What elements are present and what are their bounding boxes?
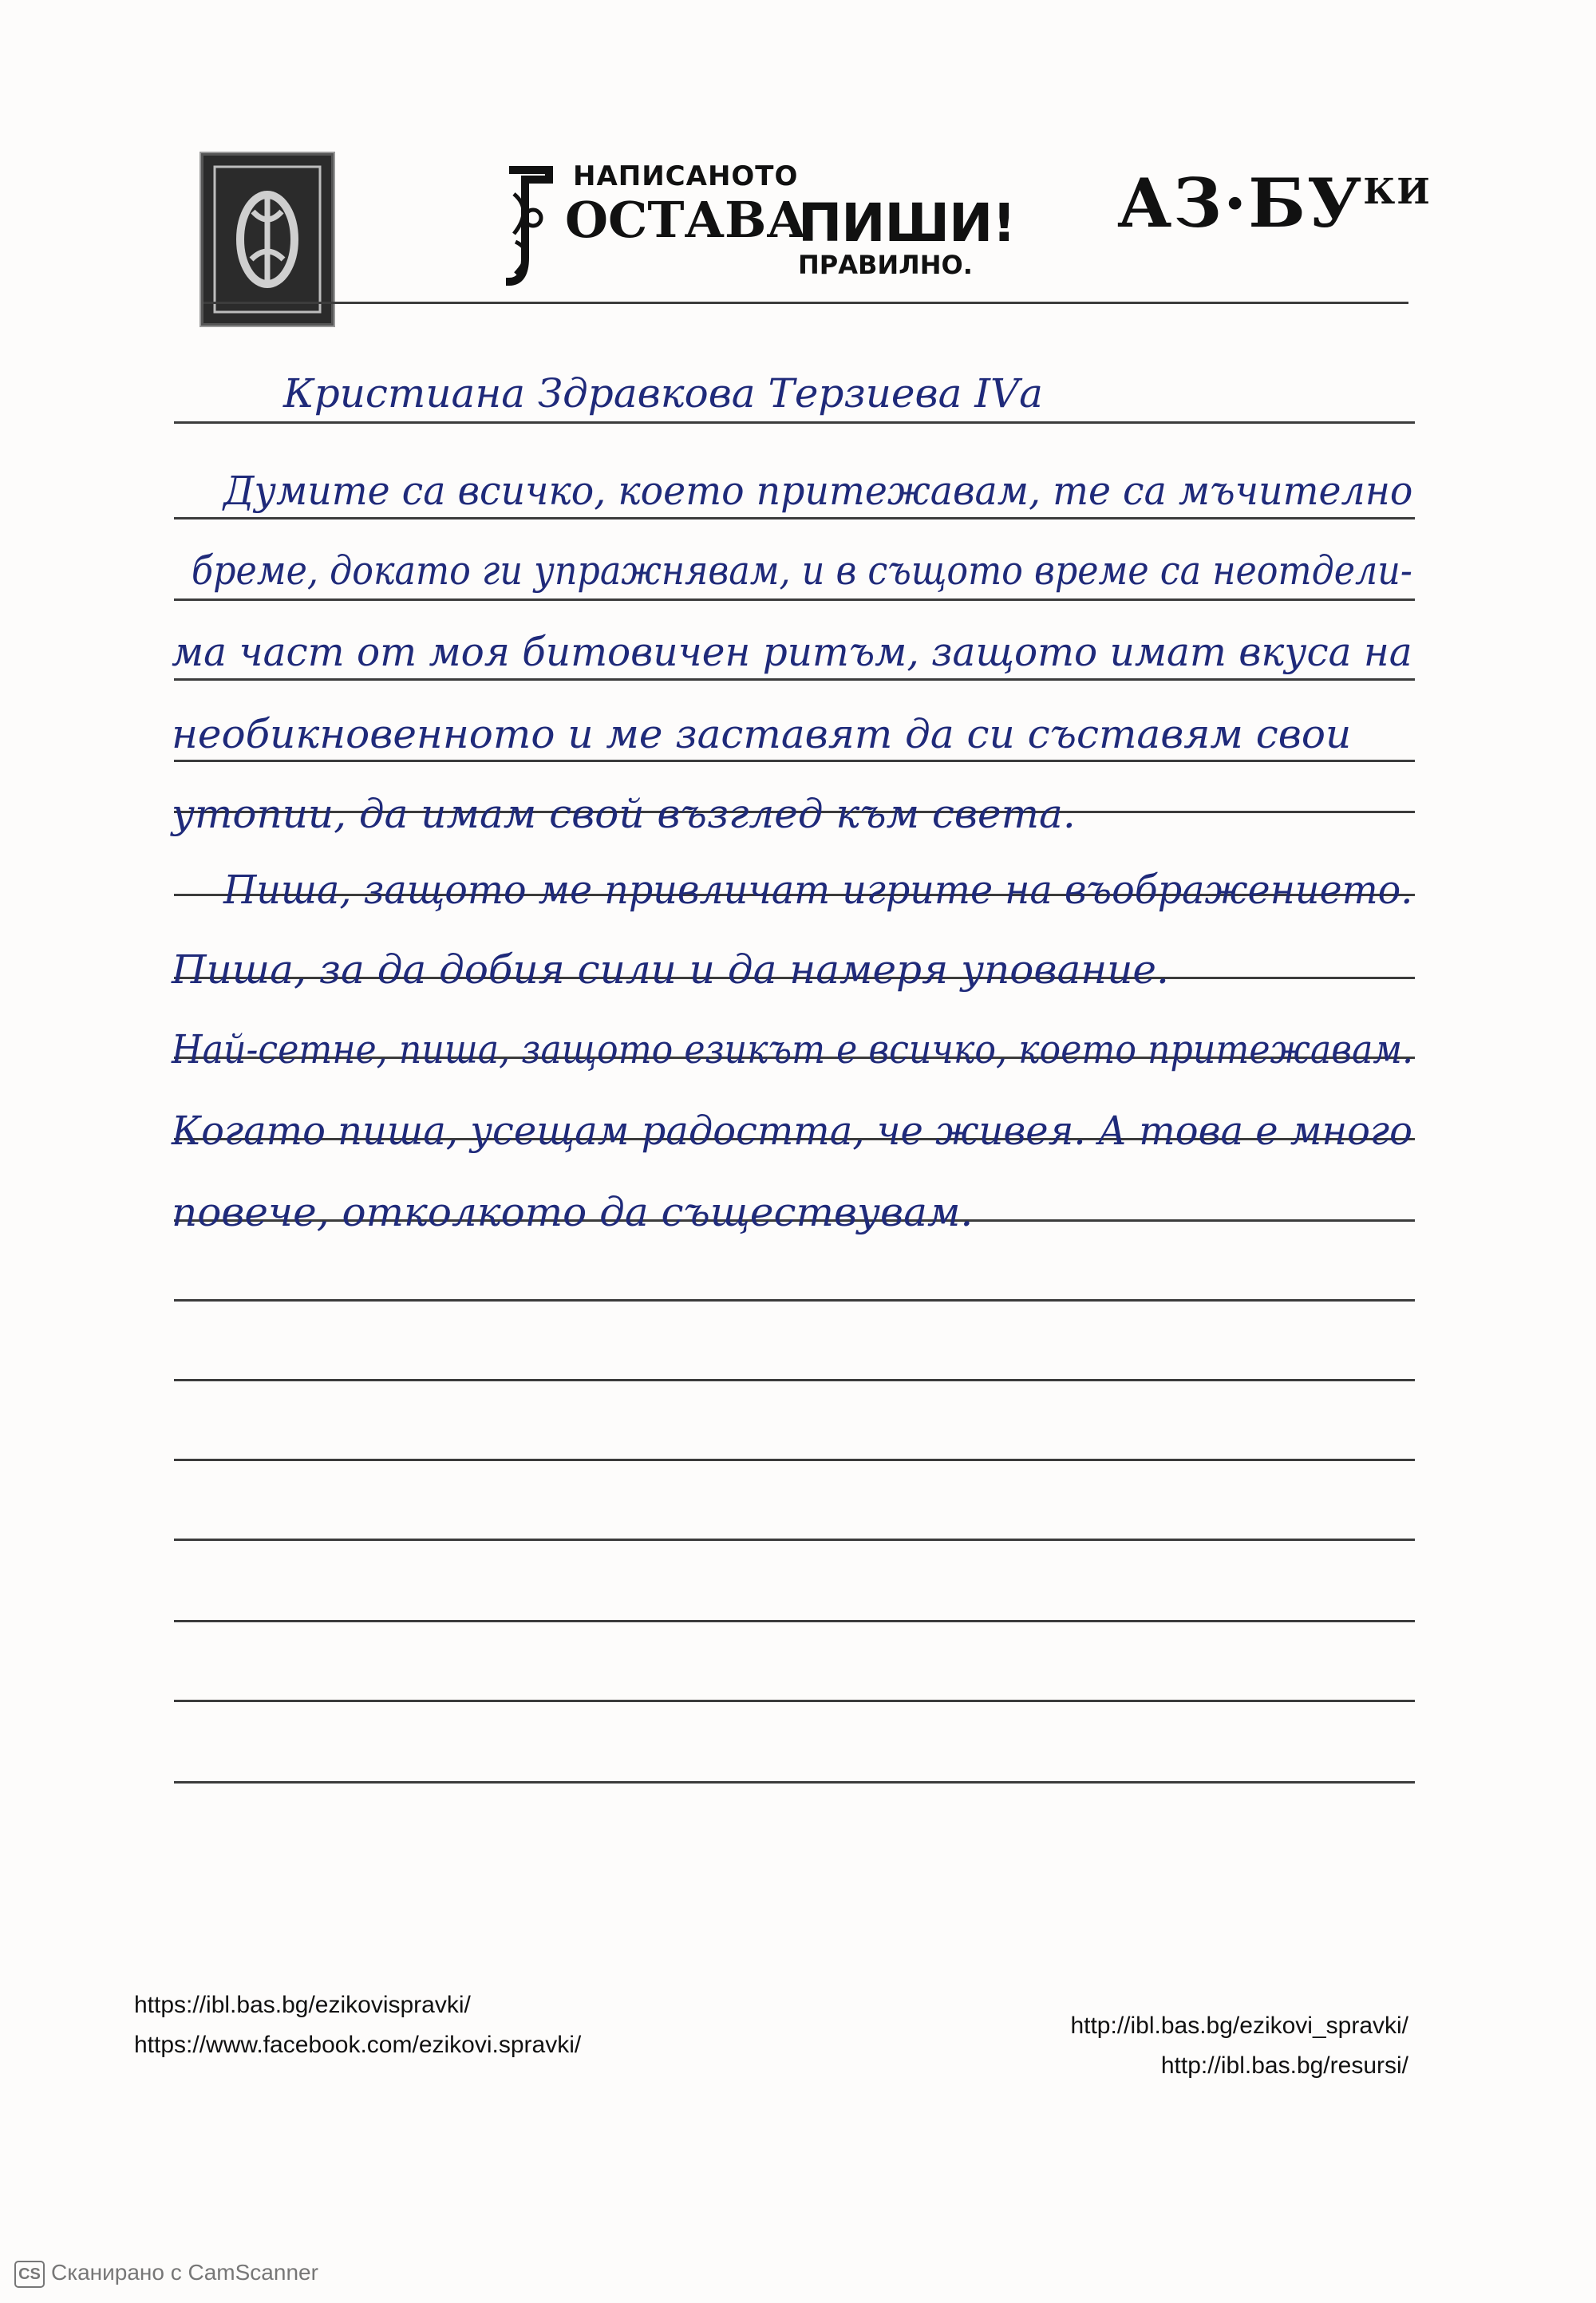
essay-line: Най-сетне, пиша, защото езикът е всичко, което притежавам. bbox=[172, 1026, 1414, 1072]
camscanner-text: Сканирано с CamScanner bbox=[51, 2260, 318, 2285]
camscanner-watermark bbox=[14, 2260, 318, 2288]
brand-line2: ОСТАВА bbox=[565, 191, 807, 249]
ruled-line bbox=[174, 1781, 1415, 1784]
essay-line: Думите са всичко, което притежавам, те са мъчително bbox=[223, 468, 1413, 514]
institute-emblem-icon bbox=[203, 156, 331, 323]
essay-line: ма част от моя битовичен ритъм, защото имат вкуса на bbox=[172, 629, 1412, 675]
header-rule bbox=[203, 302, 1408, 304]
author-name: Кристиана Здравкова Терзиева IVа bbox=[283, 370, 1043, 417]
essay-line: утопии, да имам свой възглед към света. bbox=[172, 791, 1076, 837]
ruled-line bbox=[174, 1620, 1415, 1622]
essay-line: Пиша, за да добия сили и да намеря упование. bbox=[172, 946, 1169, 993]
ruled-line bbox=[174, 1539, 1415, 1541]
ruled-line bbox=[174, 760, 1415, 762]
essay-line: Когато пиша, усещам радостта, че живея. А това е много bbox=[172, 1108, 1412, 1154]
az-buki-text: АЗ·БУ bbox=[1117, 164, 1364, 243]
brand-logo bbox=[501, 156, 1016, 295]
az-buki-superscript: КИ bbox=[1363, 172, 1432, 212]
ruled-line bbox=[174, 1700, 1415, 1702]
essay-line: необикновенното и ме заставят да си съставям свои bbox=[172, 711, 1352, 757]
ruled-line bbox=[174, 517, 1415, 519]
ruled-line bbox=[174, 598, 1415, 601]
camscanner-icon: CS bbox=[14, 2261, 45, 2288]
ornamental-letter-icon bbox=[501, 162, 557, 290]
ruled-line bbox=[174, 1379, 1415, 1381]
ruled-line bbox=[174, 1459, 1415, 1461]
essay-line: повече, отколкото да съществувам. bbox=[172, 1189, 974, 1235]
ruled-line bbox=[174, 678, 1415, 681]
ruled-line bbox=[174, 421, 1415, 424]
brand-line4: ПРАВИЛНО. bbox=[798, 250, 973, 280]
brand-line3: ПИШИ! bbox=[798, 192, 1016, 254]
az-buki-logo bbox=[1117, 164, 1432, 243]
brand-line1: НАПИСАНОТО bbox=[573, 160, 799, 192]
footer-link-facebook[interactable]: https://www.facebook.com/ezikovi.spravki/ bbox=[134, 2032, 582, 2058]
footer-link-ezikovi-spravki[interactable]: http://ibl.bas.bg/ezikovi_spravki/ bbox=[1070, 2013, 1408, 2039]
footer-link-resursi[interactable]: http://ibl.bas.bg/resursi/ bbox=[1160, 2052, 1408, 2079]
essay-line: бреме, докато ги упражнявам, и в същото време са неотдели- bbox=[192, 547, 1412, 594]
footer-link-ezikovispravki[interactable]: https://ibl.bas.bg/ezikovispravki/ bbox=[134, 1992, 471, 2018]
essay-line: Пиша, защото ме привличат игрите на въображението. bbox=[223, 867, 1413, 913]
institute-logo bbox=[201, 153, 334, 326]
ruled-line bbox=[174, 1299, 1415, 1302]
